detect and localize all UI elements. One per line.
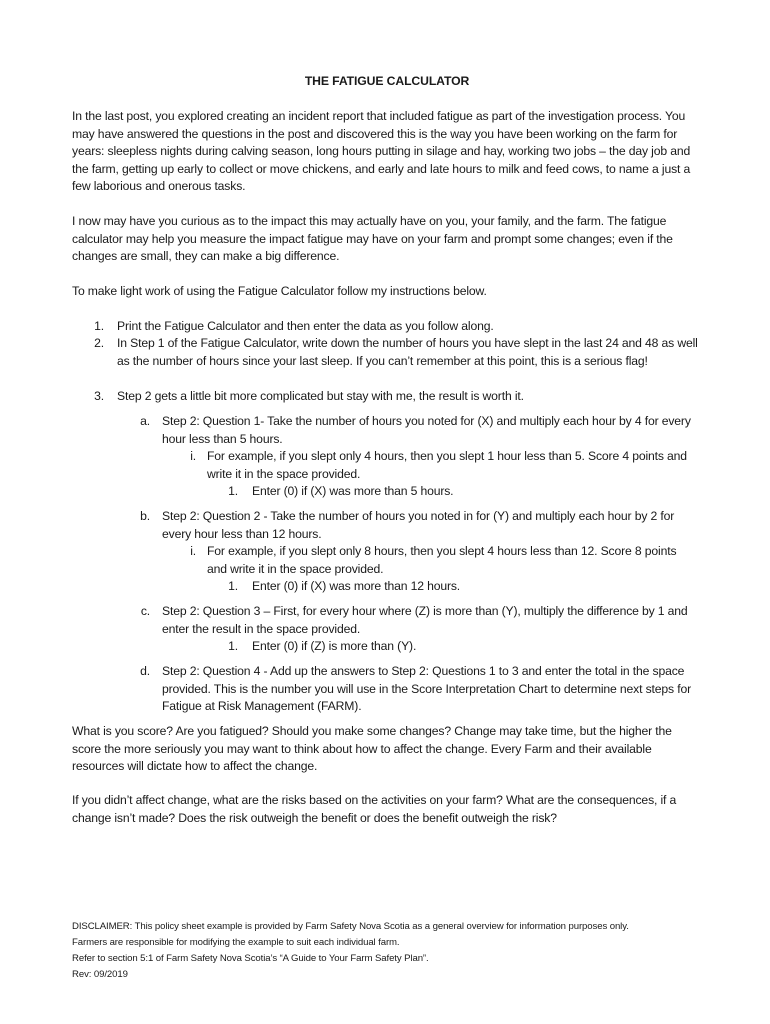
substep-a-example-text: For example, if you slept only 4 hours, then you slept 1 hour less than 5. Score 4 points and write it in the space provided. — [207, 449, 687, 481]
revision-date: Rev: 09/2019 — [72, 969, 128, 980]
substep-a-note-text: Enter (0) if (X) was more than 5 hours. — [252, 484, 454, 498]
instructions-intro-paragraph: To make light work of using the Fatigue Calculator follow my instructions below. — [72, 284, 487, 298]
substep-a-note — [72, 483, 694, 501]
substep-b-example-text: For example, if you slept only 8 hours, then you slept 4 hours less than 12. Score 8 points and write it in the space provided. — [207, 544, 677, 576]
substep-d — [72, 663, 694, 716]
substep-b-note-marker: 1. — [228, 579, 238, 593]
substep-a-note-marker: 1. — [228, 484, 238, 498]
substep-d-text: Step 2: Question 4 - Add up the answers to Step 2: Questions 1 to 3 and enter the total in the space provided. This is the number you will use in the Score Interpretation Chart to determine next steps for Fatigue at Risk Management (FARM). — [162, 664, 691, 713]
substep-b-example — [72, 543, 694, 578]
substep-a-example — [72, 448, 694, 483]
substep-b-text: Step 2: Question 2 - Take the number of hours you noted in for (Y) and multiply each hour by 2 for every hour less than 12 hours. — [162, 509, 675, 541]
disclaimer-line-1: DISCLAIMER: This policy sheet example is provided by Farm Safety Nova Scotia as a general overview for information purposes only. — [72, 921, 629, 932]
substep-d-marker: d. — [140, 664, 150, 678]
score-paragraph: What is you score? Are you fatigued? Should you make some changes? Change may take time, but the higher the score the more seriously you may want to think about how to affect the change. Every Farm and their available resources will dictate how to affect the change. — [72, 724, 672, 773]
risk-paragraph: If you didn’t affect change, what are the risks based on the activities on your farm? What are the consequences, if a change isn’t made? Does the risk outweigh the benefit or does the benefit outweigh the risk? — [72, 793, 677, 825]
intro-paragraph: In the last post, you explored creating an incident report that included fatigue as part of the investigation process. You may have answered the questions in the post and discovered this is the way you have been working on the farm for years: sleepless nights during calving season, long hours putting in silage and hay, working two jobs – the day job and the farm, getting up early to collect or move chickens, and early and late hours to milk and feed cows, to name a just a few laborious and onerous tasks. — [72, 109, 691, 193]
disclaimer-line-3: Refer to section 5:1 of Farm Safety Nova Scotia’s “A Guide to Your Farm Safety Plan”. — [72, 953, 429, 964]
substep-c — [72, 603, 694, 638]
substep-c-marker: c. — [140, 604, 150, 618]
step-1-text: Print the Fatigue Calculator and then enter the data as you follow along. — [117, 319, 494, 333]
substep-b-note — [72, 578, 694, 596]
step-3-marker: 3. — [94, 389, 104, 403]
substep-b-marker: b. — [140, 509, 150, 523]
step-2-marker: 2. — [94, 336, 104, 350]
step-1-marker: 1. — [94, 319, 104, 333]
substep-c-note-text: Enter (0) if (Z) is more than (Y). — [252, 639, 417, 653]
step-1 — [72, 318, 700, 336]
substep-b — [72, 508, 694, 543]
impact-paragraph: I now may have you curious as to the impact this may actually have on you, your family, and the farm. The fatigue calculator may help you measure the impact fatigue may have on your farm and prompt some changes; even if the changes are small, they can make a big difference. — [72, 214, 673, 263]
step-2-text: In Step 1 of the Fatigue Calculator, write down the number of hours you have slept in the last 24 and 48 as well as the number of hours since your last sleep. If you can’t remember at this point, this is a serious flag! — [117, 336, 698, 368]
substep-a — [72, 413, 694, 448]
step-2 — [72, 335, 700, 370]
substep-b-example-marker: i. — [190, 544, 196, 558]
step-3 — [72, 388, 700, 406]
substep-c-note — [72, 638, 694, 656]
disclaimer-line-2: Farmers are responsible for modifying the example to suit each individual farm. — [72, 937, 400, 948]
disclaimer — [72, 919, 712, 983]
substep-a-marker: a. — [140, 414, 150, 428]
substep-b-note-text: Enter (0) if (X) was more than 12 hours. — [252, 579, 461, 593]
step-3-text: Step 2 gets a little bit more complicated but stay with me, the result is worth it. — [117, 389, 524, 403]
substep-a-text: Step 2: Question 1- Take the number of hours you noted for (X) and multiply each hour by 4 for every hour less than 5 hours. — [162, 414, 691, 446]
page-title: THE FATIGUE CALCULATOR — [304, 74, 470, 88]
substep-c-text: Step 2: Question 3 – First, for every hour where (Z) is more than (Y), multiply the difference by 1 and enter the result in the space provided. — [162, 604, 688, 636]
substep-c-note-marker: 1. — [228, 639, 238, 653]
substep-a-example-marker: i. — [190, 449, 196, 463]
